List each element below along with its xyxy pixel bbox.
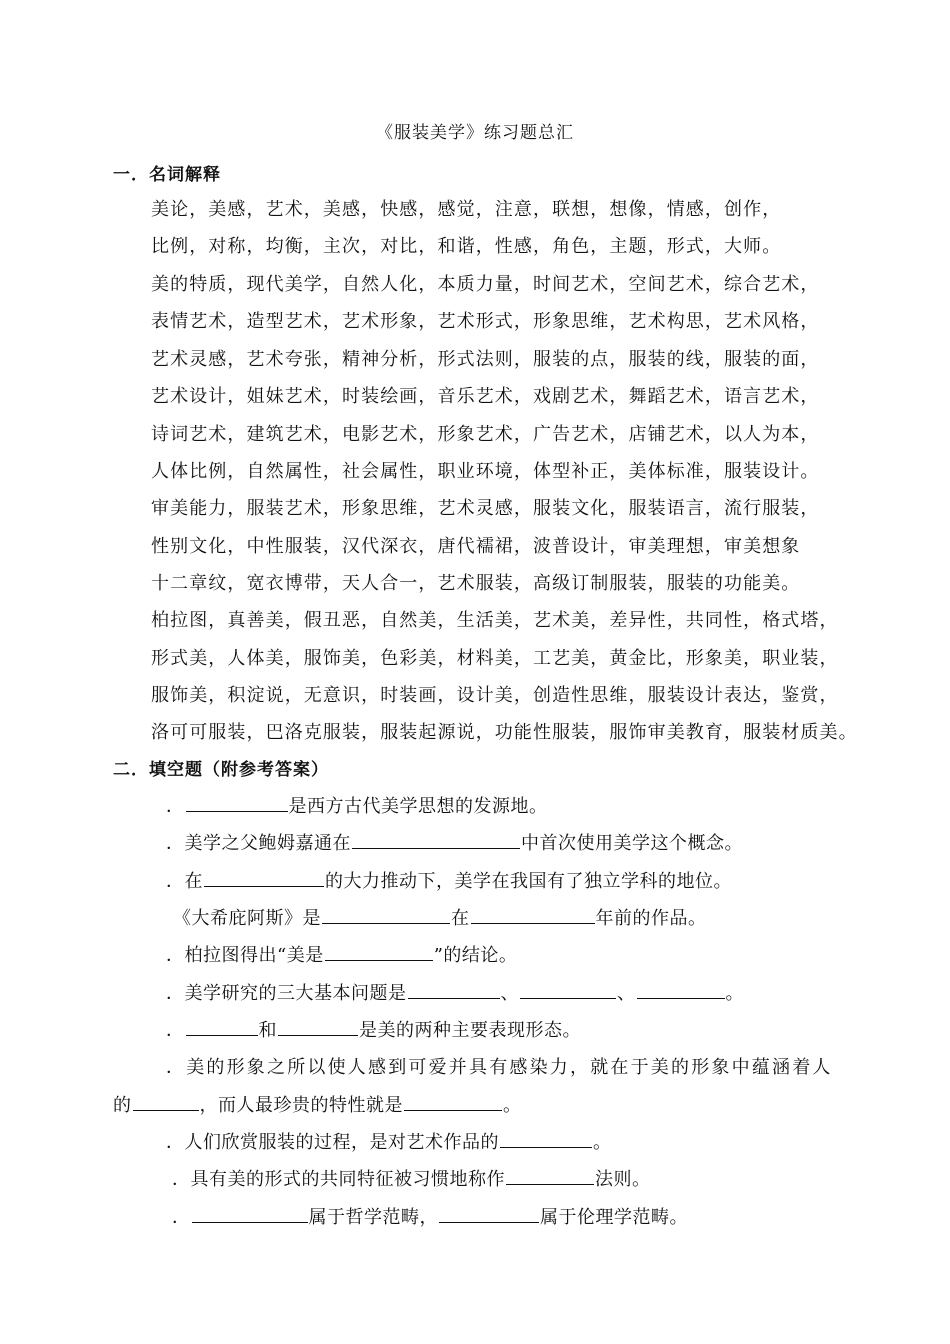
answer-blank[interactable] xyxy=(439,1204,539,1223)
answer-blank[interactable] xyxy=(506,1166,594,1185)
answer-blank[interactable] xyxy=(352,830,520,849)
question-text: ”的结论。 xyxy=(433,945,518,966)
answer-blank[interactable] xyxy=(322,905,450,924)
question-text: 和 xyxy=(258,1020,277,1041)
term-line: 美的特质，现代美学，自然人化，本质力量，时间艺术，空间艺术，综合艺术， xyxy=(151,274,820,295)
term-line: 艺术设计，姐妹艺术，时装绘画，音乐艺术，戏剧艺术，舞蹈艺术，语言艺术， xyxy=(151,386,820,407)
question-2 xyxy=(166,829,743,855)
question-dot: ． xyxy=(172,1169,191,1190)
question-dot: ． xyxy=(172,1207,191,1228)
question-dot: ． xyxy=(166,1057,187,1078)
answer-blank[interactable] xyxy=(500,1129,592,1148)
question-text: 在 xyxy=(451,908,470,929)
question-text: 美的形象之所以使人感到可爱并具有感染力，就在于美的形象中蕴涵着人 xyxy=(186,1057,833,1078)
term-line: 美论，美感，艺术，美感，快感，感觉，注意，联想，想像，情感，创作， xyxy=(151,199,782,220)
question-text: 属于伦理学范畴。 xyxy=(540,1207,688,1228)
question-dot: ． xyxy=(166,833,185,854)
question-text: 。 xyxy=(725,983,744,1004)
question-text: 具有美的形式的共同特征被习惯地称作 xyxy=(190,1169,505,1190)
term-line: 艺术灵感，艺术夸张，精神分析，形式法则，服装的点，服装的线，服装的面， xyxy=(151,349,820,370)
document-title: 《服装美学》练习题总汇 xyxy=(376,123,574,143)
question-dot: ． xyxy=(166,983,185,1004)
question-text: 年前的作品。 xyxy=(595,908,707,929)
question-11 xyxy=(172,1203,688,1229)
question-text: 是美的两种主要表现形态。 xyxy=(359,1020,581,1041)
question-9 xyxy=(166,1128,612,1154)
question-text: 法则。 xyxy=(595,1169,651,1190)
question-dot: ． xyxy=(166,1020,185,1041)
term-line: 柏拉图，真善美，假丑恶，自然美，生活美，艺术美，差异性，共同性，格式塔， xyxy=(151,610,839,631)
question-text: ，而人最珍贵的特性就是 xyxy=(199,1095,403,1116)
answer-blank[interactable] xyxy=(186,1017,258,1036)
answer-blank[interactable] xyxy=(278,1017,358,1036)
question-text: 中首次使用美学这个概念。 xyxy=(521,833,743,854)
question-dot: ． xyxy=(166,796,185,817)
question-text: 。 xyxy=(503,1095,522,1116)
answer-blank[interactable] xyxy=(408,980,500,999)
answer-blank[interactable] xyxy=(186,793,288,812)
question-3 xyxy=(166,867,732,893)
term-line: 审美能力，服装艺术，形象思维，艺术灵感，服装文化，服装语言，流行服装， xyxy=(151,498,820,519)
question-text: 美学研究的三大基本问题是 xyxy=(184,983,407,1004)
question-8-line-2 xyxy=(113,1091,522,1117)
question-dot: ． xyxy=(166,871,185,892)
question-text: 在 xyxy=(184,871,203,892)
question-text: 《大希庇阿斯》是 xyxy=(173,908,321,929)
question-1 xyxy=(166,792,548,818)
answer-blank[interactable] xyxy=(325,942,433,961)
answer-blank[interactable] xyxy=(520,980,616,999)
term-line: 形式美，人体美，服饰美，色彩美，材料美，工艺美，黄金比，形象美，职业装， xyxy=(151,648,839,669)
question-10 xyxy=(172,1165,651,1191)
term-line: 性别文化，中性服装，汉代深衣，唐代襦裙，波普设计，审美理想，审美想象 xyxy=(151,536,801,557)
question-text: 人们欣赏服装的过程，是对艺术作品的 xyxy=(184,1132,499,1153)
term-line: 比例，对称，均衡，主次，对比，和谐，性感，角色，主题，形式，大师。 xyxy=(151,236,782,257)
answer-blank[interactable] xyxy=(133,1092,199,1111)
question-text: 柏拉图得出“美是 xyxy=(184,945,324,966)
question-text: 的 xyxy=(113,1095,132,1116)
question-text: 、 xyxy=(500,983,519,1004)
question-text: 。 xyxy=(593,1132,612,1153)
question-6 xyxy=(166,979,744,1005)
question-5 xyxy=(166,941,517,967)
answer-blank[interactable] xyxy=(404,1092,502,1111)
question-8-line-1 xyxy=(166,1053,833,1079)
term-line: 服饰美，积淀说，无意识，时装画，设计美，创造性思维，服装设计表达，鉴赏， xyxy=(151,685,839,706)
answer-blank[interactable] xyxy=(637,980,725,999)
question-text: 是西方古代美学思想的发源地。 xyxy=(288,796,548,817)
term-line: 十二章纹，宽衣博带，天人合一，艺术服装，高级订制服装，服装的功能美。 xyxy=(151,573,801,594)
term-line: 洛可可服装，巴洛克服装，服装起源说，功能性服装，服饰审美教育，服装材质美。 xyxy=(151,722,858,743)
answer-blank[interactable] xyxy=(471,905,595,924)
term-line: 人体比例，自然属性，社会属性，职业环境，体型补正，美体标准，服装设计。 xyxy=(151,461,820,482)
section2-heading: 二．填空题（附参考答案） xyxy=(113,760,329,780)
section1-heading: 一．名词解释 xyxy=(113,165,221,185)
question-text: 美学之父鲍姆嘉通在 xyxy=(184,833,351,854)
question-text: 、 xyxy=(617,983,636,1004)
question-dot: ． xyxy=(166,1132,185,1153)
answer-blank[interactable] xyxy=(204,868,324,887)
question-dot: ． xyxy=(166,945,185,966)
question-text: 属于哲学范畴， xyxy=(308,1207,438,1228)
question-text: 的大力推动下，美学在我国有了独立学科的地位。 xyxy=(325,871,732,892)
term-line: 表情艺术，造型艺术，艺术形象，艺术形式，形象思维，艺术构思，艺术风格， xyxy=(151,311,820,332)
answer-blank[interactable] xyxy=(192,1204,308,1223)
term-line: 诗词艺术，建筑艺术，电影艺术，形象艺术，广告艺术，店铺艺术，以人为本， xyxy=(151,424,820,445)
question-4 xyxy=(173,904,707,930)
question-7 xyxy=(166,1016,581,1042)
